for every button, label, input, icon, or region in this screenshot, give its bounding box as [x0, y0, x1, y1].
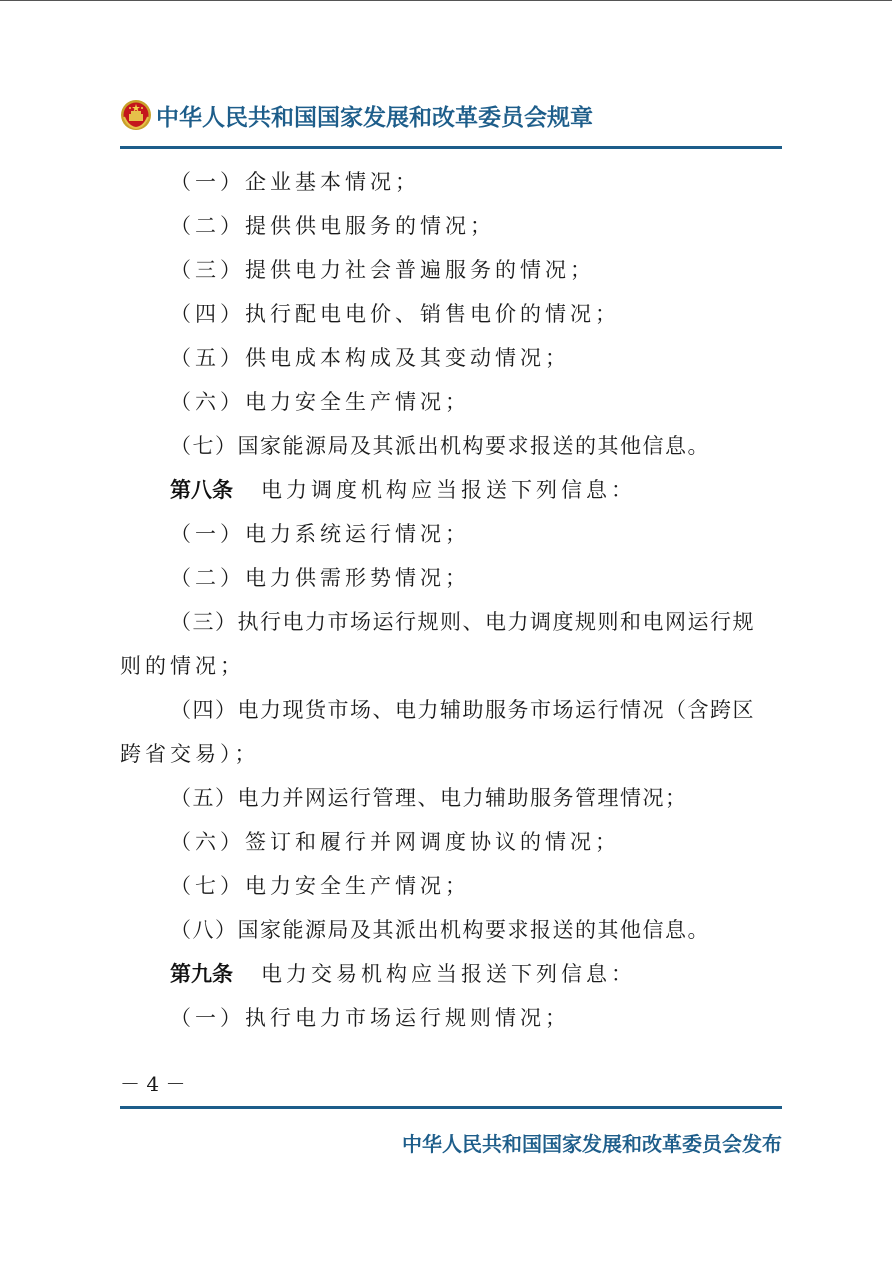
header-title: 中华人民共和国国家发展和改革委员会规章 — [156, 104, 593, 131]
page-top-edge — [0, 0, 892, 1]
list-item: （三）执行电力市场运行规则、电力调度规则和电网运行规 — [170, 610, 755, 634]
list-item: （四）执行配电电价、销售电价的情况； — [170, 302, 620, 326]
footer-publisher: 中华人民共和国国家发展和改革委员会发布 — [402, 1132, 782, 1156]
list-item: （五）供电成本构成及其变动情况； — [170, 346, 570, 370]
article-number: 第八条 — [170, 478, 233, 502]
list-item: （三）提供电力社会普遍服务的情况； — [170, 258, 595, 282]
list-item: （六）电力安全生产情况； — [170, 390, 470, 414]
footer-divider — [120, 1106, 782, 1109]
list-item: （四）电力现货市场、电力辅助服务市场运行情况（含跨区 — [170, 698, 755, 722]
document-body — [120, 160, 782, 1040]
list-item-continuation: 则的情况； — [120, 654, 245, 678]
list-item: （七）国家能源局及其派出机构要求报送的其他信息。 — [170, 434, 710, 458]
list-item: （一）电力系统运行情况； — [170, 522, 470, 546]
list-item: （八）国家能源局及其派出机构要求报送的其他信息。 — [170, 918, 710, 942]
article-text: 电力调度机构应当报送下列信息： — [261, 478, 636, 502]
page-number: － 4 － — [120, 1072, 186, 1096]
list-item: （一）企业基本情况； — [170, 170, 420, 194]
article-text: 电力交易机构应当报送下列信息： — [261, 962, 636, 986]
list-item-continuation: 跨省交易）； — [120, 742, 260, 766]
header-divider — [120, 146, 782, 149]
list-item: （一）执行电力市场运行规则情况； — [170, 1006, 570, 1030]
national-emblem-icon — [120, 99, 152, 131]
list-item: （七）电力安全生产情况； — [170, 874, 470, 898]
list-item: （二）电力供需形势情况； — [170, 566, 470, 590]
article-heading — [120, 952, 782, 996]
list-item: （五）电力并网运行管理、电力辅助服务管理情况； — [170, 786, 688, 810]
list-item: （二）提供供电服务的情况； — [170, 214, 495, 238]
list-item: （六）签订和履行并网调度协议的情况； — [170, 830, 620, 854]
article-number: 第九条 — [170, 962, 233, 986]
article-heading — [120, 468, 782, 512]
document-header — [120, 96, 782, 134]
